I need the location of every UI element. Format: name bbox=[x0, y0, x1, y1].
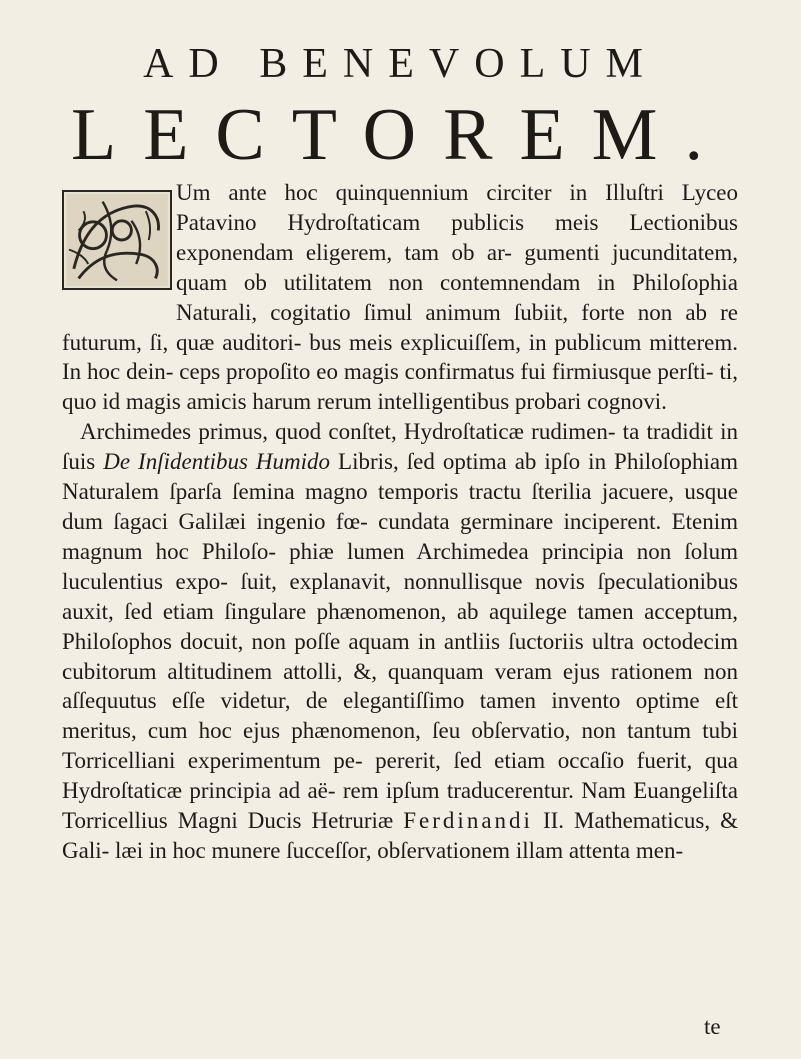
paragraph-2-text-b: Libris, ſed optima ab ipſo in Philoſophiam Naturalem ſparſa ſemina magno temporis tractu ſterilia jacuere, usque dum ſagaci Galilæi ingenio fœ- cundata germinare inciperent. Etenim magnum hoc Philoſo- phiæ lumen Archimedea principia non ſolum luculentius expo- ſuit, explanavit, nonnullisque novis ſpeculationibus auxit, ſed etiam ſingulare phænomenon, ab aquilege tamen acceptum, Philoſophos docuit, non poſſe aquam in antliis ſuctoriis ultra octodecim cubitorum altitudinem attolli, &, quanquam veram ejus rationem non aſſequutus eſſe videtur, de elegantiſſimo tamen invento optime eſt meritus, cum hoc ejus phænomenon, ſeu obſervatio, non tantum tubi Torricelliani experimentum pe- pererit, ſed etiam occaſio fuerit, qua Hydroſtaticæ principia ad aë- rem ipſum traducerentur. Nam Euangeliſta Torricellius Magni Ducis Hetruriæ bbox=[62, 449, 739, 834]
heading-ad-benevolum: AD BENEVOLUM bbox=[143, 41, 658, 87]
book-title-italic: De Inſidentibus Humido bbox=[103, 449, 331, 475]
catchword: te bbox=[704, 1014, 721, 1039]
paragraph-2-text-c: II. Mathematicus, & Gali- læi in hoc munere ſucceſſor, obſervationem illam attenta men- bbox=[62, 808, 738, 863]
paragraph-1 bbox=[62, 178, 738, 417]
paragraph-1-text: Um ante hoc quinquennium circiter in Illuſtri Lyceo Patavino Hydroſtaticam publicis meis Lectionibus exponendam eligerem, tam ob ar- gumenti jucunditatem, quam ob utilitatem non contemnendam in Philoſophia Naturali, cogitatio ſimul animum ſubiit, forte non ab re futurum, ſi, quæ auditori- bus meis explicuiſſem, in publicum mitterem. In hoc dein- ceps propoſito eo magis confirmatus fui firmiusque perſti- ti, quo id magis amicis harum rerum intelligentibus probari cognovi. bbox=[62, 180, 738, 415]
paragraph-2 bbox=[62, 417, 738, 866]
name-ferdinandi: Ferdinandi bbox=[403, 808, 533, 834]
body-text bbox=[62, 178, 738, 866]
heading-lectorem: LECTOREM. bbox=[71, 94, 730, 176]
paragraph-2-text-a: Archimedes primus, quod conſtet, Hydroſtaticæ rudimen- ta tradidit in ſuis bbox=[62, 419, 738, 475]
